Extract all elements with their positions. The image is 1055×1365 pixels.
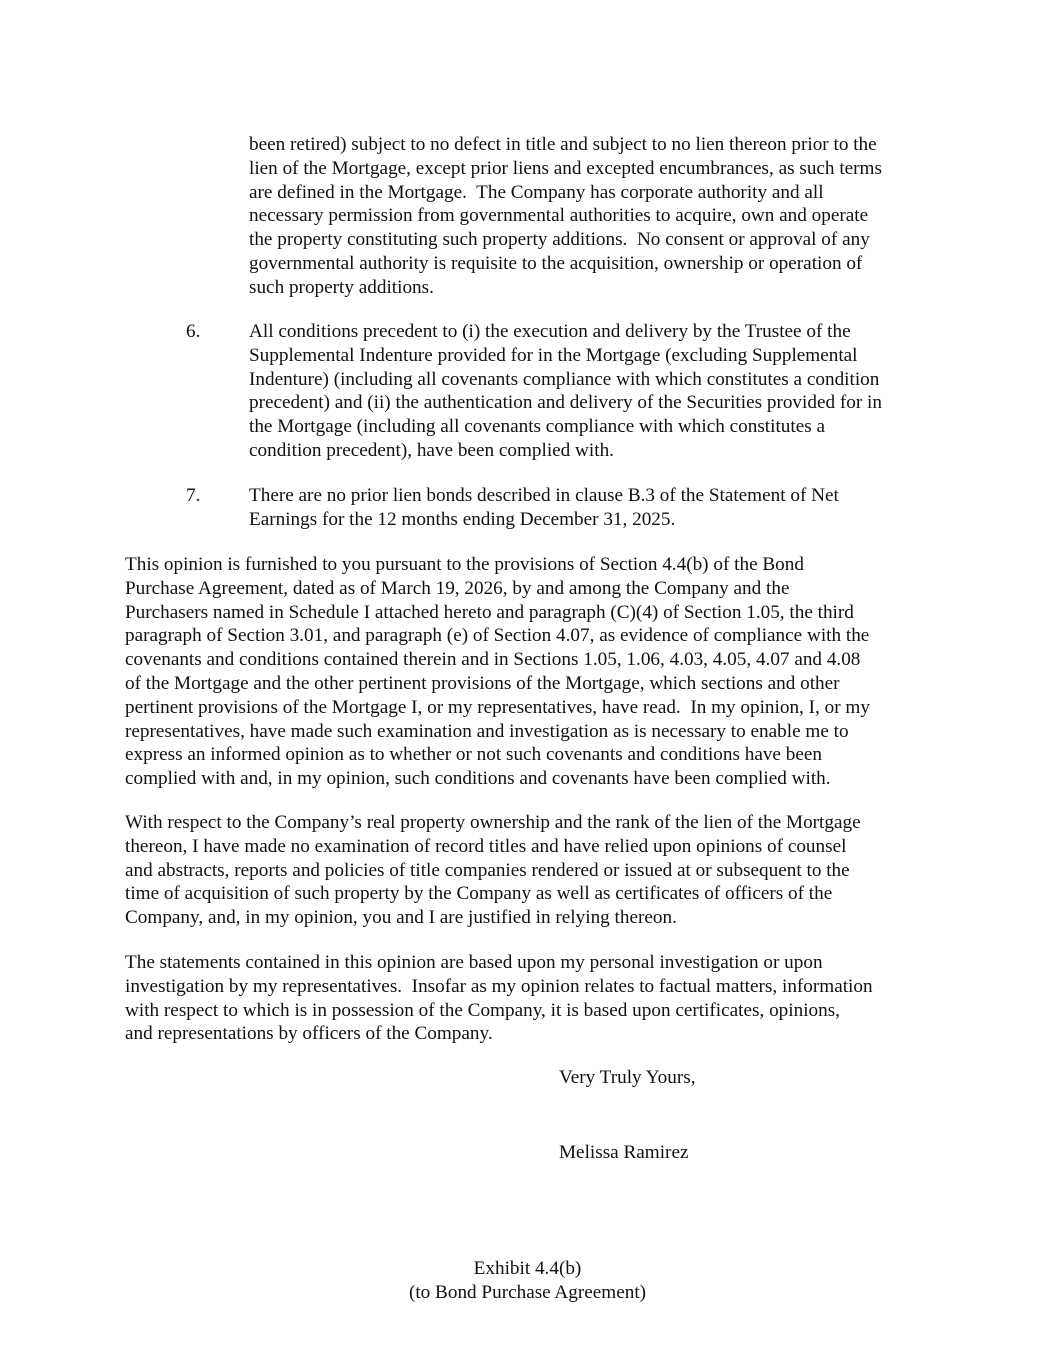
item-number: 6. (186, 321, 201, 342)
text-line: the Mortgage (including all covenants compliance with which constitutes a (249, 416, 825, 438)
text-line: lien of the Mortgage, except prior liens and excepted encumbrances, as such terms (249, 157, 882, 179)
text-line: condition precedent), have been complied with. (249, 439, 614, 461)
item-text (249, 484, 839, 532)
text-line: paragraph of Section 3.01, and paragraph (e) of Section 4.07, as evidence of compliance with the (125, 625, 870, 647)
text-line: been retired) subject to no defect in title and subject to no lien thereon prior to the (249, 134, 877, 155)
continuation-paragraph (249, 133, 882, 300)
text-line: with respect to which is in possession of the Company, it is based upon certificates, opinions, (125, 999, 840, 1021)
text-line: of the Mortgage and the other pertinent provisions of the Mortgage, which sections and other (125, 672, 840, 694)
text-line: time of acquisition of such property by the Company as well as certificates of officers of the (125, 883, 833, 905)
text-line: and representations by officers of the Company. (125, 1023, 493, 1045)
text-line: Purchasers named in Schedule I attached hereto and paragraph (C)(4) of Section 1.05, the third (125, 601, 854, 623)
text-line: necessary permission from governmental authorities to acquire, own and operate (249, 205, 869, 227)
text-line: This opinion is furnished to you pursuant to the provisions of Section 4.4(b) of the Bond (125, 554, 804, 575)
text-line: governmental authority is requisite to the acquisition, ownership or operation of (249, 252, 863, 274)
text-line: complied with and, in my opinion, such conditions and covenants have been complied with. (125, 768, 831, 790)
text-line: Purchase Agreement, dated as of March 19, 2026, by and among the Company and the (125, 577, 790, 599)
text-line: investigation by my representatives. Insofar as my opinion relates to factual matters, information (125, 975, 873, 997)
text-line: Company, and, in my opinion, you and I are justified in relying thereon. (125, 907, 677, 929)
item-text (249, 320, 882, 463)
text-line: the property constituting such property additions. No consent or approval of any (249, 229, 870, 251)
text-line: covenants and conditions contained therein and in Sections 1.05, 1.06, 4.03, 4.05, 4.07 and 4.08 (125, 649, 861, 671)
text-line: precedent) and (ii) the authentication and delivery of the Securities provided for in (249, 392, 882, 414)
exhibit-subtitle: (to Bond Purchase Agreement) (408, 1281, 647, 1303)
text-line: With respect to the Company’s real property ownership and the rank of the lien of the Mortgage (125, 812, 861, 833)
signature-name: Melissa Ramirez (559, 1142, 689, 1163)
text-line: Supplemental Indenture provided for in the Mortgage (excluding Supplemental (249, 344, 858, 366)
text-line: are defined in the Mortgage. The Company has corporate authority and all (249, 181, 824, 203)
text-line: The statements contained in this opinion are based upon my personal investigation or upon (125, 952, 823, 973)
text-line: representatives, have made such examination and investigation as is necessary to enable me to (125, 720, 849, 742)
text-line: Earnings for the 12 months ending December 31, 2025. (249, 508, 676, 530)
text-line: such property additions. (249, 276, 434, 298)
closing-salutation: Very Truly Yours, (559, 1067, 696, 1088)
opinion-purpose-paragraph (125, 553, 870, 791)
statements-basis-paragraph (125, 951, 873, 1046)
exhibit-label: Exhibit 4.4(b) (473, 1258, 582, 1279)
text-line: pertinent provisions of the Mortgage I, or my representatives, have read. In my opinion, I, or my (125, 696, 870, 718)
item-number: 7. (186, 485, 201, 506)
text-line: All conditions precedent to (i) the execution and delivery by the Trustee of the (249, 321, 851, 342)
page-footer (0, 1257, 1055, 1305)
text-line: Indenture) (including all covenants compliance with which constitutes a condition (249, 368, 880, 390)
text-line: and abstracts, reports and policies of title companies rendered or issued at or subsequent to the (125, 859, 850, 881)
text-line: thereon, I have made no examination of record titles and have relied upon opinions of counsel (125, 835, 847, 857)
text-line: There are no prior lien bonds described in clause B.3 of the Statement of Net (249, 485, 839, 506)
text-line: express an informed opinion as to whether or not such covenants and conditions have been (125, 744, 822, 766)
real-property-paragraph (125, 811, 861, 930)
